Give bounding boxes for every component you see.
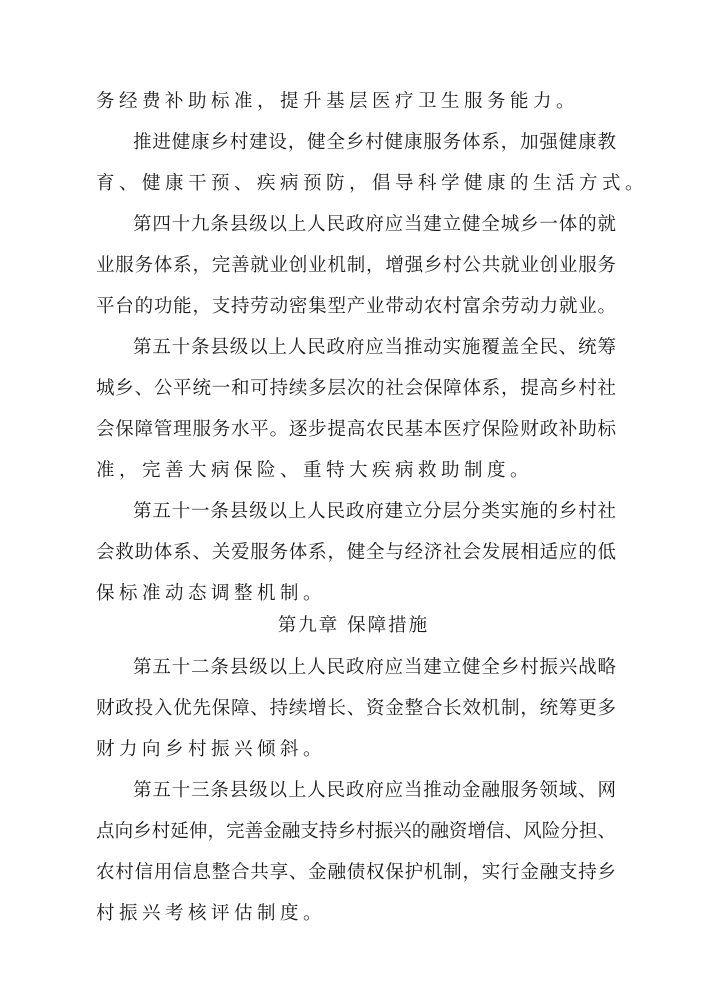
paragraph-first-line: 第五十三条县级以上人民政府应当推动金融服务领域、网 <box>133 780 616 801</box>
paragraph-first-line: 第四十九条县级以上人民政府应当建立健全城乡一体的就 <box>133 214 616 235</box>
text-line: 会保障管理服务水平。逐步提高农民基本医疗保险财政补助标 <box>96 419 616 440</box>
text-line: 务经费补助标准，提升基层医疗卫生服务能力。 <box>96 91 580 112</box>
text-line: 业服务体系，完善就业创业机制，增强乡村公共就业创业服务 <box>96 255 616 276</box>
text-line: 平台的功能，支持劳动密集型产业带动农村富余劳动力就业。 <box>96 296 616 317</box>
text-line: 财力向乡村振兴倾斜。 <box>96 739 327 760</box>
text-line: 会救助体系、关爱服务体系，健全与经济社会发展相适应的低 <box>96 542 616 563</box>
text-line: 农村信用信息整合共享、金融债权保护机制，实行金融支持乡 <box>96 862 616 883</box>
text-line: 城乡、公平统一和可持续多层次的社会保障体系，提高乡村社 <box>96 378 616 399</box>
paragraph-first-line: 第五十二条县级以上人民政府应当建立健全乡村振兴战略 <box>133 657 616 678</box>
text-line: 准，完善大病保险、重特大疾病救助制度。 <box>96 460 534 481</box>
text-line: 点向乡村延伸，完善金融支持乡村振兴的融资增信、风险分担、 <box>96 821 616 842</box>
chapter-heading: 第九章 保障措施 <box>277 615 430 636</box>
paragraph-first-line: 推进健康乡村建设，健全乡村健康服务体系，加强健康教 <box>133 132 616 153</box>
text-line: 财政投入优先保障、持续增长、资金整合长效机制，统筹更多 <box>96 698 616 719</box>
text-line: 村振兴考核评估制度。 <box>96 903 327 924</box>
text-line: 保标准动态调整机制。 <box>96 583 327 604</box>
paragraph-first-line: 第五十一条县级以上人民政府建立分层分类实施的乡村社 <box>133 501 616 522</box>
text-line: 育、健康干预、疾病预防，倡导科学健康的生活方式。 <box>96 173 649 194</box>
paragraph-first-line: 第五十条县级以上人民政府应当推动实施覆盖全民、统筹 <box>133 337 616 358</box>
